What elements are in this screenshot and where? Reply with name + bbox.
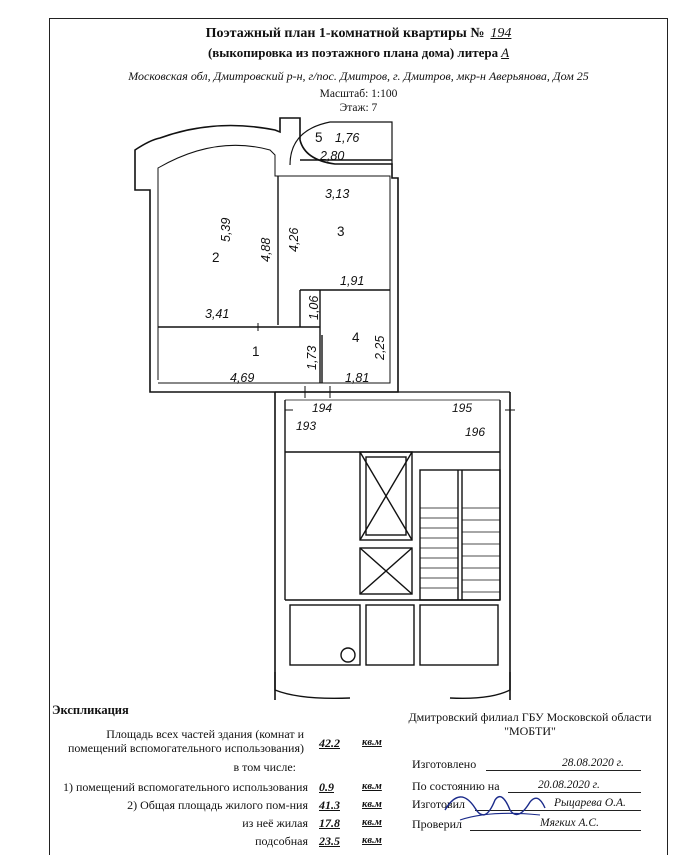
- plan-title: Поэтажный план 1-комнатной квартиры № 194: [205, 26, 512, 41]
- dim-room3-width: 3,13: [325, 187, 350, 201]
- apartment-number: 194: [490, 26, 512, 41]
- utility-area-value: 23.5: [319, 834, 340, 848]
- total-area-unit: кв.м: [362, 737, 382, 748]
- dim-room2-width: 3,41: [205, 307, 230, 321]
- aux-area-unit: кв.м: [362, 781, 382, 792]
- living-total-label: 2) Общая площадь жилого пом-ния: [127, 798, 308, 812]
- utility-area-label: подсобная: [255, 834, 308, 848]
- living-area-value: 17.8: [319, 816, 340, 830]
- dim-balcony-depth: 1,76: [335, 131, 360, 145]
- explication-title: Экспликация: [52, 703, 129, 717]
- total-area-value: 42.2: [319, 736, 340, 750]
- organization-name: Дмитровский филиал ГБУ Московской области: [408, 710, 652, 724]
- apartment-193-label: 193: [296, 419, 317, 433]
- dim-room4-bottom: 1,81: [345, 371, 370, 385]
- made-by-name: Рыцарева О.А.: [554, 797, 626, 809]
- including-label: в том числе:: [233, 760, 296, 774]
- total-area-label-line1: Площадь всех частей здания (комнат и: [106, 727, 304, 741]
- checked-label: Проверил: [412, 817, 462, 831]
- apartment-195-label: 195: [452, 401, 473, 415]
- plan-subtitle: (выкопировка из поэтажного плана дома) литера А: [207, 45, 510, 60]
- apartment-196-label: 196: [465, 425, 486, 439]
- state-label: По состоянию на: [412, 779, 500, 793]
- dim-hall-length: 4,69: [230, 371, 255, 385]
- room-number-3: 3: [337, 224, 345, 239]
- apartment-194-label: 194: [312, 401, 333, 415]
- living-area-unit: кв.м: [362, 817, 382, 828]
- dim-room4-length: 2,25: [373, 335, 387, 360]
- made-label: Изготовлено: [412, 757, 477, 771]
- organization-abbr: "МОБТИ": [504, 724, 556, 738]
- address: Московская обл, Дмитровский р-н, г/пос. Дмитров, г. Дмитров, мкр-н Аверьянова, Дом 25: [128, 69, 589, 83]
- living-area-label: из неё жилая: [242, 816, 308, 830]
- dim-room4-width: 1,91: [340, 274, 365, 288]
- floor-label: Этаж: 7: [339, 102, 378, 114]
- living-total-value: 41.3: [319, 798, 340, 812]
- dim-balcony-width: 2,80: [320, 149, 345, 163]
- dim-room3-length: 4,26: [287, 227, 301, 252]
- state-date: 20.08.2020 г.: [538, 779, 600, 791]
- room-number-5: 5: [315, 130, 323, 145]
- scale-label: Масштаб: 1:100: [319, 88, 398, 100]
- room-number-2: 2: [212, 250, 220, 265]
- room-number-4: 4: [352, 330, 360, 345]
- made-line: [486, 770, 641, 771]
- checked-name: Мягких А.С.: [540, 817, 599, 829]
- room-number-1: 1: [252, 344, 260, 359]
- dim-corridor-short: 1,06: [307, 295, 321, 320]
- signature-mark: [440, 780, 550, 835]
- living-total-unit: кв.м: [362, 799, 382, 810]
- aux-area-value: 0.9: [319, 780, 334, 794]
- utility-area-unit: кв.м: [362, 835, 382, 846]
- total-area-label-line2: помещений вспомогательного использования): [67, 741, 304, 755]
- litera: А: [501, 45, 510, 60]
- aux-area-label: 1) помещений вспомогательного использования: [62, 780, 308, 794]
- made-by-label: Изготовил: [412, 797, 466, 811]
- dim-room2-length-outer: 5,39: [219, 217, 233, 242]
- dim-hall-short: 1,73: [305, 345, 319, 370]
- dim-room2-length: 4,88: [259, 237, 273, 262]
- made-date: 28.08.2020 г.: [562, 757, 624, 769]
